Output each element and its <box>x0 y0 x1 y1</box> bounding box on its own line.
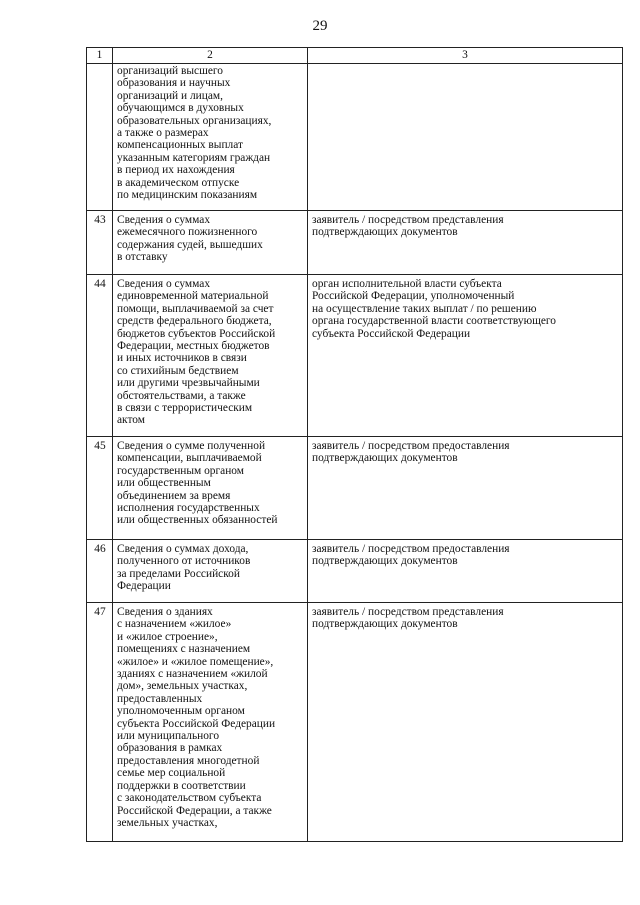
row-description: Сведения о зданиях с назначением «жилое» и «жилое строение», помещениях с назначением «жилое» и «жилое помещение», зданиях с назначением «жилой дом», земельных участках, предоставленных уполномоченным органом субъекта Российской Федерации или муниципального образования в рамках предоставления многодетной семье мер социальной поддержки в соответствии с законодательством субъекта Российской Федерации, а также земельных участках, <box>113 603 308 842</box>
table-row <box>87 211 623 275</box>
data-sources-table <box>86 47 623 842</box>
row-source: заявитель / посредством представления подтверждающих документов <box>308 603 623 842</box>
row-description: Сведения о суммах ежемесячного пожизненного содержания судей, вышедших в отставку <box>113 211 308 275</box>
row-number: 46 <box>87 540 113 603</box>
row-number: 47 <box>87 603 113 842</box>
column-header-2: 2 <box>113 48 308 64</box>
row-source: заявитель / посредством представления подтверждающих документов <box>308 211 623 275</box>
table-row <box>87 275 623 437</box>
column-header-3: 3 <box>308 48 623 64</box>
page-number: 29 <box>312 18 328 34</box>
table-row <box>87 603 623 842</box>
row-description: Сведения о суммах единовременной материальной помощи, выплачиваемой за счет средств федерального бюджета, бюджетов субъектов Российской Федерации, местных бюджетов и иных источников в связи со стихийным бедствием или другими чрезвычайными обстоятельствами, а также в связи с террористическим актом <box>113 275 308 437</box>
row-description: организаций высшего образования и научных организаций и лицам, обучающимся в духовных образовательных организациях, а также о размерах компенсационных выплат указанным категориям граждан в период их нахождения в академическом отпуске по медицинским показаниям <box>113 64 308 211</box>
table-header-row <box>87 48 623 64</box>
table-row <box>87 64 623 211</box>
row-number <box>87 64 113 211</box>
row-description: Сведения о суммах дохода, полученного от источников за пределами Российской Федерации <box>113 540 308 603</box>
table-row <box>87 437 623 540</box>
column-header-1: 1 <box>87 48 113 64</box>
row-source: орган исполнительной власти субъекта Российской Федерации, уполномоченный на осуществление таких выплат / по решению органа государственной власти соответствующего субъекта Российской Федерации <box>308 275 623 437</box>
row-description: Сведения о сумме полученной компенсации, выплачиваемой государственным органом или общественным объединением за время исполнения государственных или общественных обязанностей <box>113 437 308 540</box>
row-source: заявитель / посредством предоставления подтверждающих документов <box>308 540 623 603</box>
table-row <box>87 540 623 603</box>
row-number: 44 <box>87 275 113 437</box>
row-number: 45 <box>87 437 113 540</box>
row-number: 43 <box>87 211 113 275</box>
row-source: заявитель / посредством предоставления подтверждающих документов <box>308 437 623 540</box>
row-source <box>308 64 623 211</box>
